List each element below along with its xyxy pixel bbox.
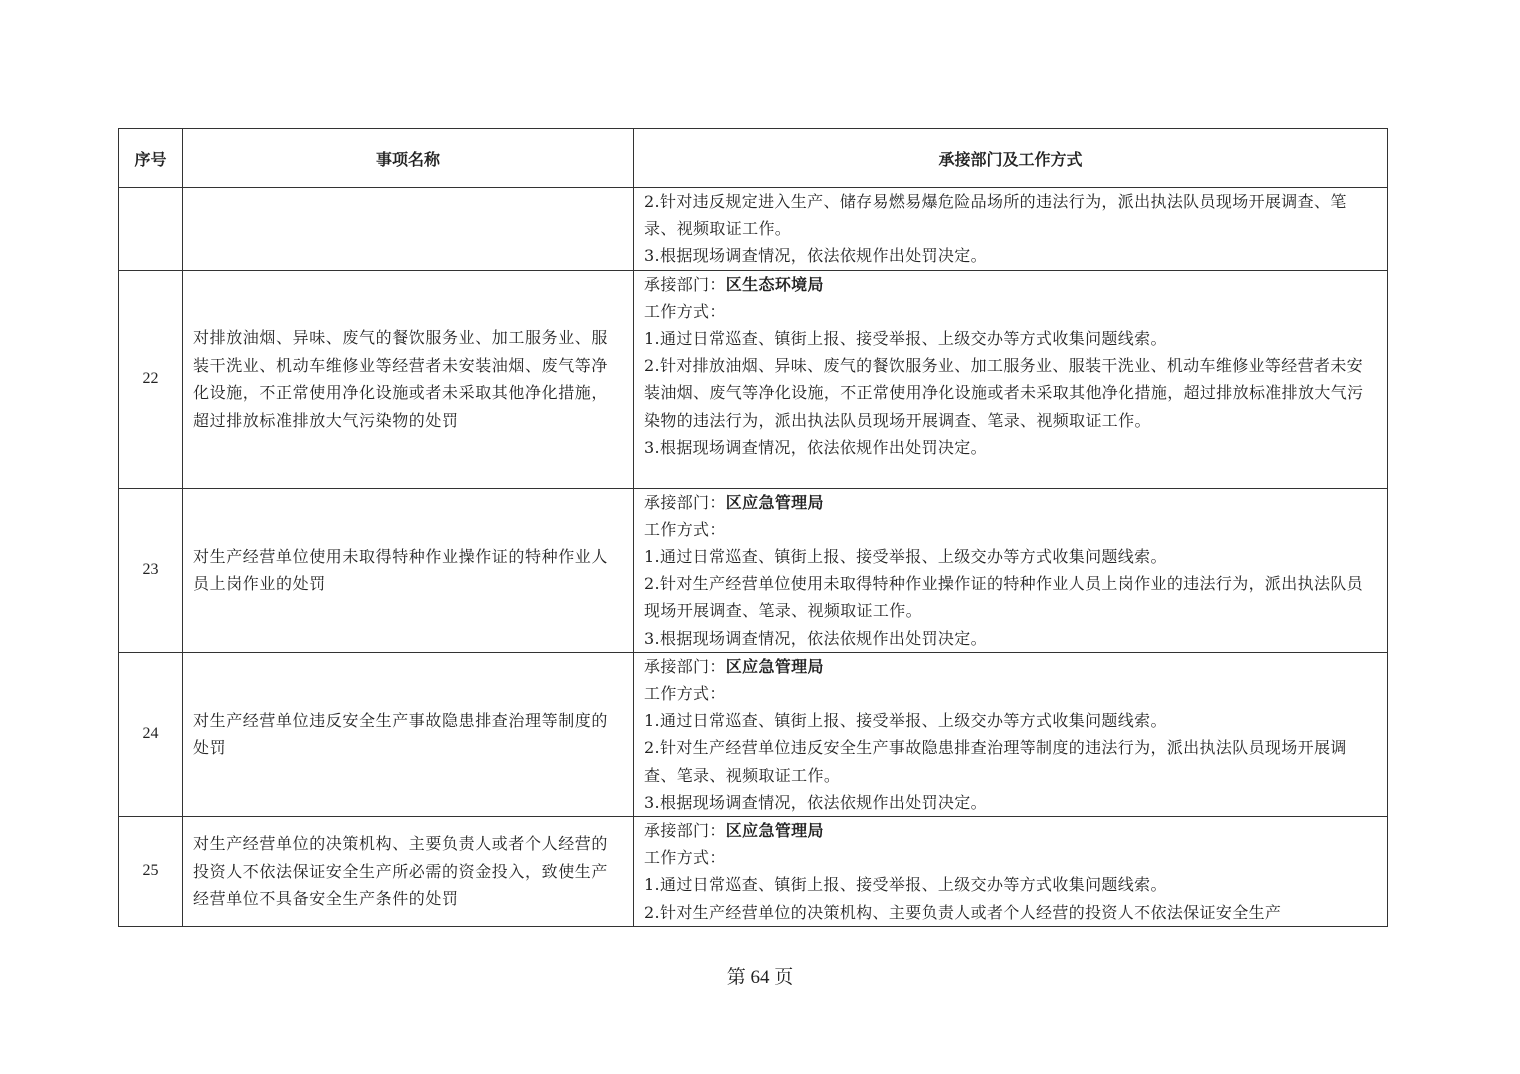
row-no: 23 [119, 488, 183, 652]
item-table [118, 128, 1388, 927]
dept-line [644, 817, 1377, 844]
row-name [183, 188, 634, 271]
dept-label: 承接部门： [644, 492, 726, 512]
step-2: 2.针对生产经营单位使用未取得特种作业操作证的特种作业人员上岗作业的违法行为，派出执法队员现场开展调查、笔录、视频取证工作。 [644, 574, 1364, 621]
method-label: 工作方式： [644, 684, 726, 704]
step-1: 1.通过日常巡查、镇街上报、接受举报、上级交办等方式收集问题线索。 [644, 875, 1167, 895]
step-2: 2.针对违反规定进入生产、储存易燃易爆危险品场所的违法行为，派出执法队员现场开展调查、笔录、视频取证工作。 [644, 192, 1347, 239]
step-1: 1.通过日常巡查、镇街上报、接受举报、上级交办等方式收集问题线索。 [644, 711, 1167, 731]
table-row [119, 817, 1388, 927]
row-dept [634, 270, 1388, 488]
step-2: 2.针对生产经营单位的决策机构、主要负责人或者个人经营的投资人不依法保证安全生产 [644, 902, 1282, 922]
method-label: 工作方式： [644, 519, 726, 539]
page-number: 第 64 页 [726, 967, 794, 988]
dept-line [644, 653, 1377, 680]
dept-label: 承接部门： [644, 656, 726, 676]
row-dept [634, 817, 1388, 927]
table-row-continuation [119, 188, 1388, 271]
dept-name: 区应急管理局 [725, 821, 824, 841]
row-no: 25 [119, 817, 183, 927]
step-3: 3.根据现场调查情况，依法依规作出处罚决定。 [644, 628, 987, 648]
table-row [119, 488, 1388, 652]
table-header-row [119, 129, 1388, 188]
step-1: 1.通过日常巡查、镇街上报、接受举报、上级交办等方式收集问题线索。 [644, 329, 1167, 349]
row-name: 对生产经营单位使用未取得特种作业操作证的特种作业人员上岗作业的处罚 [183, 488, 634, 652]
header-dept: 承接部门及工作方式 [634, 129, 1388, 188]
row-no: 24 [119, 652, 183, 816]
step-3: 3.根据现场调查情况，依法依规作出处罚决定。 [644, 437, 987, 457]
step-2: 2.针对排放油烟、异味、废气的餐饮服务业、加工服务业、服装干洗业、机动车维修业等经营者未安装油烟、废气等净化设施，不正常使用净化设施或者未采取其他净化措施，超过排放标准排放大气污染物的违法行为，派出执法队员现场开展调查、笔录、视频取证工作。 [644, 356, 1364, 430]
dept-line [644, 271, 1377, 298]
dept-label: 承接部门： [644, 821, 726, 841]
step-3: 3.根据现场调查情况，依法依规作出处罚决定。 [644, 246, 987, 266]
row-dept [634, 188, 1388, 271]
row-name: 对排放油烟、异味、废气的餐饮服务业、加工服务业、服装干洗业、机动车维修业等经营者未安装油烟、废气等净化设施，不正常使用净化设施或者未采取其他净化措施，超过排放标准排放大气污染物的处罚 [183, 270, 634, 488]
dept-name: 区应急管理局 [725, 492, 824, 512]
header-no: 序号 [119, 129, 183, 188]
table-row [119, 652, 1388, 816]
row-name: 对生产经营单位违反安全生产事故隐患排查治理等制度的处罚 [183, 652, 634, 816]
header-name: 事项名称 [183, 129, 634, 188]
table-row [119, 270, 1388, 488]
step-2: 2.针对生产经营单位违反安全生产事故隐患排查治理等制度的违法行为，派出执法队员现场开展调查、笔录、视频取证工作。 [644, 738, 1347, 785]
dept-name: 区应急管理局 [725, 656, 824, 676]
method-label: 工作方式： [644, 848, 726, 868]
row-dept [634, 488, 1388, 652]
dept-name: 区生态环境局 [725, 274, 824, 294]
row-no: 22 [119, 270, 183, 488]
dept-label: 承接部门： [644, 274, 726, 294]
step-1: 1.通过日常巡查、镇街上报、接受举报、上级交办等方式收集问题线索。 [644, 547, 1167, 567]
row-no [119, 188, 183, 271]
row-name: 对生产经营单位的决策机构、主要负责人或者个人经营的投资人不依法保证安全生产所必需的资金投入，致使生产经营单位不具备安全生产条件的处罚 [183, 817, 634, 927]
row-dept [634, 652, 1388, 816]
dept-line [644, 489, 1377, 516]
step-3: 3.根据现场调查情况，依法依规作出处罚决定。 [644, 792, 987, 812]
method-label: 工作方式： [644, 301, 726, 321]
